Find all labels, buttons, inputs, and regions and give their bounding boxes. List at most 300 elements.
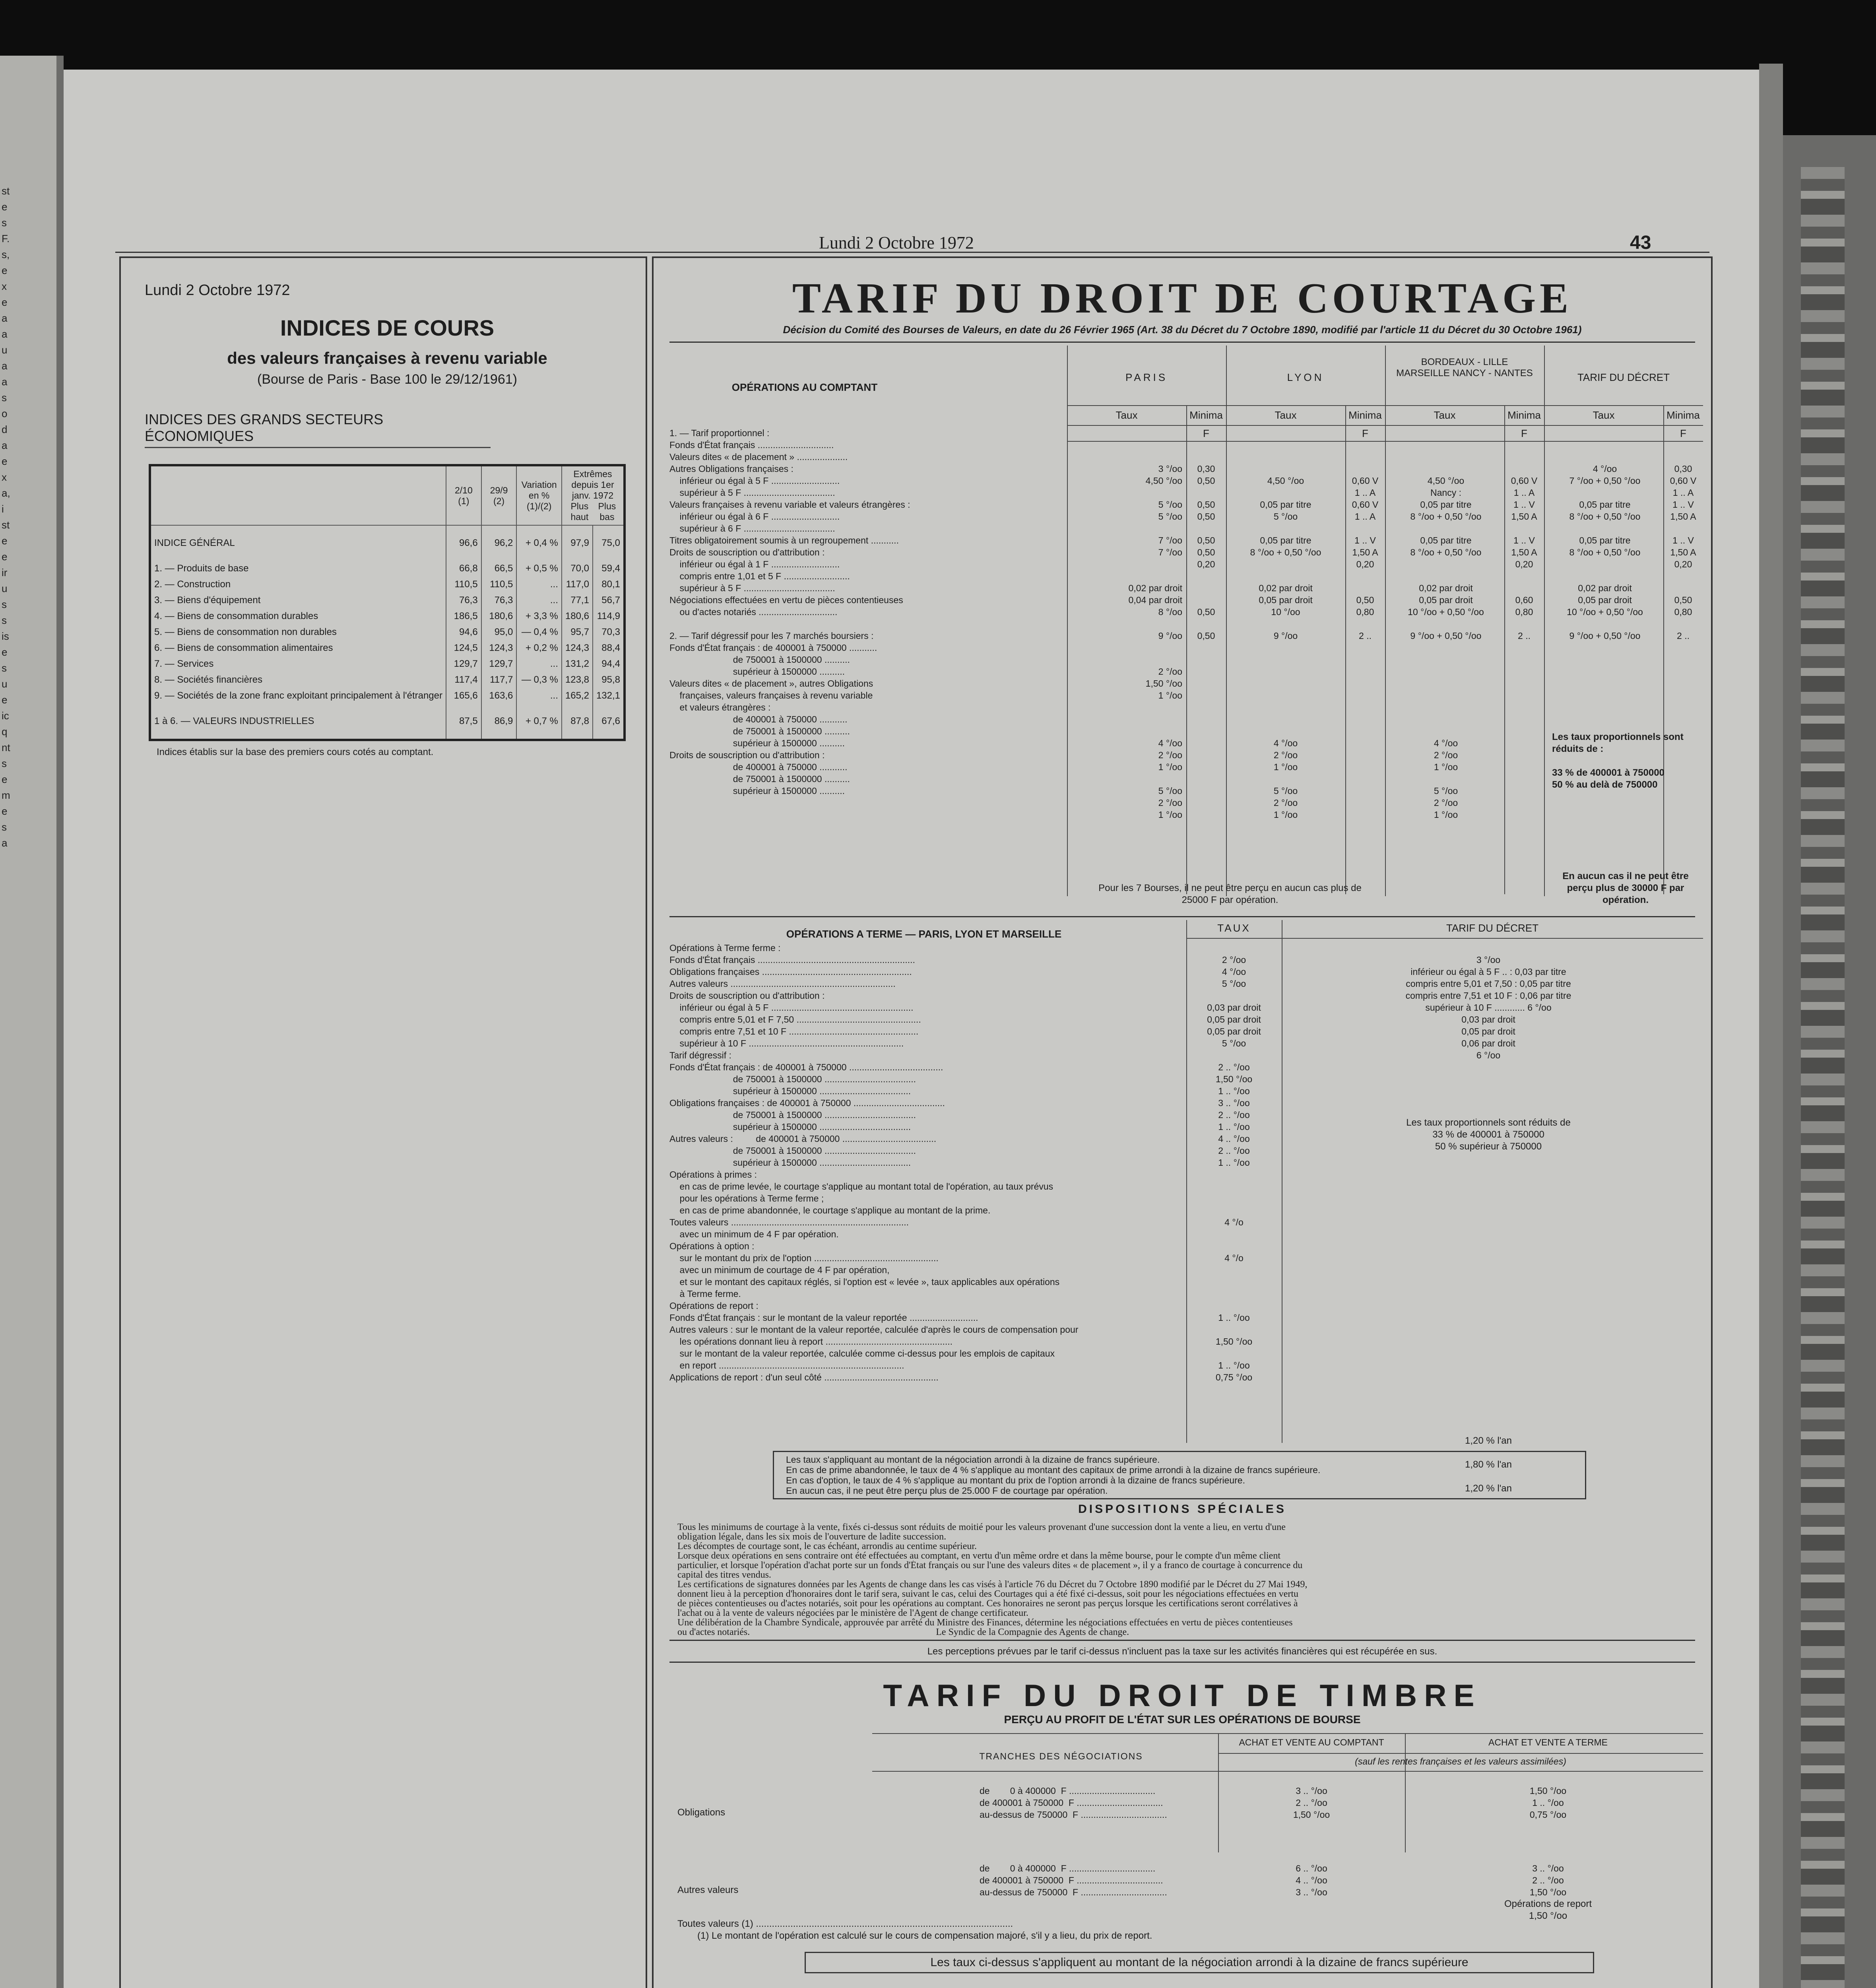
margin-fragment: e	[2, 201, 8, 213]
terme-label-line: Obligations françaises ...........................................................	[669, 967, 912, 977]
obligations-range: de 0 à 400000 F ..................................	[980, 1786, 1156, 1796]
terme-taux	[1188, 1204, 1280, 1216]
lyon-taux	[1230, 713, 1341, 725]
paris-minimum	[1190, 582, 1222, 594]
report-rate-2: 1,80 % l'an	[1465, 1459, 1512, 1470]
lyon-minimum: 0,60 V	[1352, 499, 1379, 510]
margin-fragment: e	[2, 551, 8, 563]
index-row	[150, 577, 625, 592]
lyon-minima-heading: Minima	[1348, 409, 1382, 421]
margin-fragment: e	[2, 264, 8, 276]
disposition-line: Une délibération de la Chambre Syndicale, approuvée par arrêté du Ministre des Finances, détermine les négociations effectuées en vertu de pièces contentieuses	[677, 1618, 1293, 1627]
index-value-29-9: 163,6	[481, 688, 517, 704]
divider-bordeaux	[1385, 346, 1386, 896]
index-value-2-10: 165,6	[446, 688, 481, 704]
lyon-taux	[1230, 773, 1341, 785]
index-label: 7. — Services	[154, 658, 214, 669]
terme-decret: 0,06 par droit	[1461, 1038, 1515, 1048]
decret-f-unit: F	[1680, 427, 1686, 439]
city-bordeaux: BORDEAUX - LILLE MARSEILLE NANCY - NANTES	[1396, 357, 1533, 379]
margin-fragment: nt	[2, 742, 10, 753]
lyon-taux	[1230, 463, 1341, 475]
paris-taux	[1075, 451, 1182, 463]
paris-taux: 9 °/oo	[1158, 631, 1182, 641]
notice-line: En cas d'option, le taux de 4 % s'applique au montant du prix de l'option arrondi à la dizaine de francs supérieure.	[786, 1475, 1245, 1485]
lyon-minimum	[1347, 570, 1383, 582]
decret-taux: 10 °/oo + 0,50 °/oo	[1567, 607, 1643, 617]
index-row	[150, 656, 625, 672]
decret-taux	[1547, 522, 1663, 534]
disposition-line: Lorsque deux opérations en sens contraire ont été effectuées au comptant, en vertu d'un même ordre et dans la même bourse, pour le compte d'un même client	[677, 1551, 1281, 1561]
decret-minimum: 0,30	[1674, 464, 1692, 474]
lyon-taux	[1230, 618, 1341, 630]
disposition-line: particulier, et lorsque l'opération d'achat porte sur un fonds d'État français ou sur l'une des valeurs dites « de placement », il y a franco de courtage à concurrence du	[677, 1561, 1303, 1570]
divider-lyon-min	[1345, 405, 1346, 894]
margin-fragment: u	[2, 678, 8, 690]
index-label: 4. — Biens de consommation durables	[154, 611, 318, 621]
margin-fragment: a	[2, 312, 8, 324]
margin-fragment: a	[2, 328, 8, 340]
comptant-label-line: supérieur à 1500000 ..........	[669, 738, 845, 748]
comptant-label-line: inférieur ou égal à 5 F ...........................	[669, 476, 840, 486]
terme-label-line: de 750001 à 1500000 ....................................	[669, 1110, 916, 1120]
bordeaux-taux	[1388, 701, 1504, 713]
rounding-notice-box	[773, 1451, 1586, 1499]
index-label: 9. — Sociétés de la zone franc exploitant principalement à l'étranger	[154, 690, 442, 701]
index-plus-haut: 95,7	[562, 624, 593, 640]
oblig-terme-rate: 1 .. °/oo	[1532, 1798, 1564, 1808]
terme-label-line: supérieur à 1500000 ....................................	[669, 1122, 911, 1132]
bordeaux-minimum: 0,80	[1515, 607, 1533, 617]
decret-minimum	[1665, 582, 1701, 594]
paris-taux: 8 °/oo	[1158, 607, 1182, 617]
index-value-2-10: 186,5	[446, 608, 481, 624]
paris-minimum	[1190, 594, 1222, 606]
bordeaux-minimum: 1 .. V	[1513, 499, 1535, 510]
col-header-variation	[516, 465, 561, 525]
autres-ranges	[980, 1862, 1167, 1898]
col-29-9-sub: (2)	[493, 495, 505, 506]
terme-decret: compris entre 7,51 et 10 F : 0,06 par titre	[1405, 990, 1571, 1001]
oblig-comptant-rate: 1,50 °/oo	[1293, 1809, 1330, 1820]
obligations-range: de 400001 à 750000 F ..................................	[980, 1798, 1163, 1808]
comptant-label-line: supérieur à 1500000 ..........	[669, 666, 845, 677]
index-plus-bas: 88,4	[593, 640, 625, 656]
lyon-taux: 5 °/oo	[1273, 511, 1298, 522]
index-variation: ...	[516, 656, 561, 672]
autres-terme-rate: 3 .. °/oo	[1532, 1863, 1564, 1873]
terme-label-line: en cas de prime abandonnée, le courtage s'applique au montant de la prime.	[669, 1205, 991, 1215]
notice-line: En aucun cas, il ne peut être perçu plus de 25.000 F de courtage par opération.	[786, 1485, 1108, 1496]
decret-minimum	[1665, 451, 1701, 463]
terme-taux: 1 .. °/oo	[1218, 1122, 1250, 1132]
index-plus-haut: 131,2	[562, 656, 593, 672]
lyon-minimum	[1347, 582, 1383, 594]
perceptions-rule-bottom	[669, 1662, 1695, 1663]
comptant-label-line: inférieur ou égal à 1 F ...........................	[669, 559, 840, 569]
decret-minimum	[1665, 522, 1701, 534]
lyon-taux-heading: Taux	[1275, 409, 1297, 421]
margin-fragment: e	[2, 805, 8, 817]
decret-taux: 8 °/oo + 0,50 °/oo	[1569, 511, 1641, 522]
paris-minimum: 0,50	[1197, 499, 1215, 510]
paris-taux	[1075, 773, 1182, 785]
terme-taux: 1 .. °/oo	[1218, 1360, 1250, 1371]
degressif-33: 33 % de 400001 à 750000	[1552, 767, 1665, 778]
decret-minimum: 1 .. V	[1672, 535, 1694, 546]
bordeaux-taux	[1388, 678, 1504, 689]
decret-minimum: 0,20	[1674, 559, 1692, 569]
margin-fragment: s	[2, 217, 7, 229]
index-label: 3. — Biens d'équipement	[154, 595, 261, 606]
timbre-footnote: (1) Le montant de l'opération est calculé sur le cours de compensation majoré, s'il y a lieu, du prix de report.	[697, 1930, 1152, 1941]
paris-taux	[1075, 725, 1182, 737]
index-row	[150, 672, 625, 688]
margin-fragment: s,	[2, 248, 10, 260]
indices-subtitle: des valeurs françaises à revenu variable	[227, 349, 547, 367]
lyon-taux	[1230, 654, 1341, 666]
paris-taux: 0,04 par droit	[1128, 595, 1182, 605]
terme-taux	[1188, 990, 1280, 1002]
degressif-50: 50 % au delà de 750000	[1552, 779, 1658, 790]
indices-table	[149, 464, 626, 741]
lyon-taux: 10 °/oo	[1271, 607, 1300, 617]
bordeaux-minimum: 1 .. V	[1513, 535, 1535, 546]
paris-taux: 0,02 par droit	[1128, 583, 1182, 593]
lyon-minimum: 1 .. A	[1354, 487, 1376, 498]
terme-decret: 0,05 par droit	[1461, 1026, 1515, 1037]
bordeaux-taux-values	[1388, 451, 1504, 821]
indices-note: Indices établis sur la base des premiers cours cotés au comptant.	[157, 747, 434, 757]
lyon-taux: 8 °/oo + 0,50 °/oo	[1250, 547, 1321, 557]
index-variation: + 0,4 %	[516, 525, 561, 561]
terme-label-line: Applications de report : d'un seul côté .............................................	[669, 1372, 939, 1382]
index-row	[150, 592, 625, 608]
comptant-label-line: Négociations effectuées en vertu de pièces contentieuses	[669, 595, 903, 605]
terme-reduits-text: Les taux proportionnels sont réduits de	[1406, 1117, 1571, 1128]
indices-panel	[119, 256, 647, 1988]
lyon-minimum: 0,50	[1356, 595, 1374, 605]
comptant-label-line: de 750001 à 1500000 ..........	[669, 726, 850, 736]
paris-minimum	[1190, 522, 1222, 534]
terme-decret-values	[1290, 942, 1687, 1061]
disposition-line: Les décomptes de courtage sont, le cas échéant, arrondis au centime supérieur.	[677, 1541, 977, 1551]
page-header	[64, 233, 1759, 256]
indices-title: INDICES DE COURS	[280, 315, 495, 340]
index-variation: — 0,4 %	[516, 624, 561, 640]
index-label: 1 à 6. — VALEURS INDUSTRIELLES	[154, 716, 314, 726]
terme-taux	[1188, 1049, 1280, 1061]
terme-taux: 1 .. °/oo	[1218, 1157, 1250, 1168]
disposition-line: donnent lieu à la perception d'honoraires dont le tarif sera, suivant le cas, celui des Courtages qui a été fixé ci-dessus, soit pour les négociations effectuées en vertu	[677, 1589, 1299, 1599]
index-plus-bas: 80,1	[593, 577, 625, 592]
terme-reduits-33: 33 % de 400001 à 750000	[1432, 1129, 1544, 1140]
comptant-label-line: Fonds d'État français ..............................	[669, 440, 834, 450]
decret-minimum: 0,50	[1674, 595, 1692, 605]
margin-fragment: s	[2, 598, 7, 610]
terme-label-line: pour les opérations à Terme ferme ;	[669, 1193, 824, 1204]
index-plus-bas: 94,4	[593, 656, 625, 672]
paris-taux: 7 °/oo	[1158, 547, 1182, 557]
index-plus-bas: 114,9	[593, 608, 625, 624]
bordeaux-taux	[1388, 618, 1504, 630]
paris-minima-heading: Minima	[1189, 409, 1223, 421]
index-plus-bas: 132,1	[593, 688, 625, 704]
margin-fragment: e	[2, 694, 8, 706]
comptant-label-line: supérieur à 1500000 ..........	[669, 786, 845, 796]
lyon-minimum	[1347, 618, 1383, 630]
timbre-subtitle: PERÇU AU PROFIT DE L'ÉTAT SUR LES OPÉRATIONS DE BOURSE	[1004, 1713, 1361, 1726]
oblig-terme-rate: 1,50 °/oo	[1529, 1786, 1567, 1796]
margin-fragment: st	[2, 519, 10, 531]
terme-reduction-note	[1290, 1117, 1687, 1153]
bordeaux-taux	[1388, 570, 1504, 582]
bordeaux-taux	[1388, 451, 1504, 463]
margin-fragment: x	[2, 280, 7, 292]
aucun-cas-note: En aucun cas il ne peut être perçu plus de 30000 F par opération.	[1562, 871, 1689, 905]
index-row	[150, 561, 625, 577]
notice-line: En cas de prime abandonnée, le taux de 4 % s'applique au montant des capitaux de prime arrondi à la dizaine de francs supérieure.	[786, 1465, 1321, 1475]
timbre-title: TARIF DU DROIT DE TIMBRE	[883, 1678, 1482, 1713]
decret-taux: 9 °/oo + 0,50 °/oo	[1569, 631, 1641, 641]
terme-taux	[1188, 1180, 1280, 1192]
tarif-decret-heading: TARIF DU DÉCRET	[1577, 371, 1670, 383]
terme-label-line: Fonds d'État français : de 400001 à 750000 .....................................	[669, 1062, 943, 1072]
paris-taux: 2 °/oo	[1158, 666, 1182, 677]
bordeaux-taux: Nancy :	[1430, 487, 1461, 498]
terme-label-line: compris entre 5,01 et F 7,50 .................................................	[669, 1014, 921, 1025]
decret-minima-heading: Minima	[1666, 409, 1700, 421]
margin-fragment: s	[2, 821, 7, 833]
paris-minimum: 0,20	[1197, 559, 1215, 569]
paris-taux	[1075, 701, 1182, 713]
report-rate-1: 1,20 % l'an	[1465, 1435, 1512, 1446]
lyon-minimum: 2 ..	[1359, 631, 1372, 641]
terme-label-line: Autres valeurs .................................................................	[669, 978, 896, 989]
index-value-29-9: 117,7	[481, 672, 517, 688]
col-header-29-9	[481, 465, 517, 525]
paris-minima-values	[1190, 451, 1222, 642]
lyon-taux	[1230, 522, 1341, 534]
oblig-comptant-rate: 3 .. °/oo	[1296, 1786, 1327, 1796]
bordeaux-taux	[1388, 689, 1504, 701]
extremes-label: Extrêmes depuis 1er janv. 1972	[571, 469, 614, 501]
bordeaux-minimum	[1506, 522, 1542, 534]
decret-taux: 0,05 par titre	[1579, 499, 1631, 510]
index-value-29-9: 66,5	[481, 561, 517, 577]
report-timbre	[1409, 1898, 1687, 1922]
disposition-line: Tous les minimums de courtage à la vente, fixés ci-dessus sont réduits de moitié pour les valeurs provenant d'une succession dont la vente a lieu, en vertu d'une	[677, 1522, 1286, 1532]
margin-fragment: u	[2, 344, 8, 356]
terme-label-line: inférieur ou égal à 5 F ........................................................	[669, 1002, 914, 1013]
col-2-10-sub: (1)	[458, 495, 469, 506]
terme-label-line: Autres valeurs : de 400001 à 750000 .....................................	[669, 1134, 937, 1144]
index-variation: ...	[516, 592, 561, 608]
paris-taux: 1 °/oo	[1158, 762, 1182, 772]
autres-comptant-rate: 6 .. °/oo	[1296, 1863, 1327, 1873]
index-row	[150, 624, 625, 640]
degressif-note-text: Les taux proportionnels sont réduits de :	[1552, 732, 1684, 754]
decret-minimum: 1,50 A	[1670, 547, 1696, 557]
terme-reduits-50: 50 % supérieur à 750000	[1435, 1141, 1542, 1152]
paris-taux	[1075, 713, 1182, 725]
header-rule-2	[1067, 425, 1703, 426]
lyon-taux: 4,50 °/oo	[1267, 476, 1304, 486]
col-header-2-10	[446, 465, 481, 525]
terme-label-line: sur le montant du prix de l'option .................................................	[669, 1253, 939, 1263]
lyon-minimum: 1 .. A	[1354, 511, 1376, 522]
page-edge-shadow	[1759, 64, 1783, 1988]
margin-fragment: s	[2, 392, 7, 404]
divider-paris	[1067, 346, 1068, 896]
index-plus-bas: 75,0	[593, 525, 625, 561]
seven-bourses-note: Pour les 7 Bourses, il ne peut être perçu en aucun cas plus de 25000 F par opération.	[1098, 883, 1362, 905]
terme-decret: inférieur ou égal à 5 F .. : 0,03 par titre	[1410, 967, 1566, 977]
decret-taux	[1547, 487, 1663, 499]
terme-decret: supérieur à 10 F ............ 6 °/oo	[1425, 1002, 1552, 1013]
comptant-label-line: Valeurs dites « de placement » ....................	[669, 452, 848, 462]
bordeaux-minimum	[1506, 582, 1542, 594]
comptant-label-line: Fonds d'État français : de 400001 à 750000 ...........	[669, 643, 877, 653]
index-plus-haut: 77,1	[562, 592, 593, 608]
paris-taux	[1075, 522, 1182, 534]
autres-range: de 0 à 400000 F ..................................	[980, 1863, 1156, 1873]
bordeaux-minimum: 2 ..	[1518, 631, 1531, 641]
terme-taux	[1188, 1240, 1280, 1252]
lyon-taux	[1230, 570, 1341, 582]
bordeaux-taux	[1388, 773, 1504, 785]
decret-minimum	[1665, 570, 1701, 582]
comptant-labels	[669, 427, 910, 797]
decret-minimum	[1665, 618, 1701, 630]
terme-decret: 3 °/oo	[1476, 955, 1501, 965]
bordeaux-taux: 0,05 par titre	[1420, 499, 1472, 510]
paris-taux: 5 °/oo	[1158, 786, 1182, 796]
lyon-taux: 4 °/oo	[1273, 738, 1298, 748]
paris-minimum: 0,50	[1197, 607, 1215, 617]
plus-bas-label: Plus bas	[598, 501, 616, 522]
disposition-line: l'achat ou à la vente de valeurs négociées par le ministère de l'Agent de change certificateur.	[677, 1608, 1028, 1618]
oblig-terme-rate: 0,75 °/oo	[1529, 1809, 1567, 1820]
terme-taux: 2 .. °/oo	[1218, 1062, 1250, 1072]
bordeaux-taux: 4,50 °/oo	[1427, 476, 1465, 486]
terme-taux: 0,05 par droit	[1207, 1026, 1261, 1037]
paris-taux	[1075, 487, 1182, 499]
paris-taux: 1,50 °/oo	[1145, 678, 1182, 689]
index-plus-haut: 165,2	[562, 688, 593, 704]
comptant-label-line: de 400001 à 750000 ...........	[669, 762, 848, 772]
comptant-label-line: inférieur ou égal à 6 F ...........................	[669, 511, 840, 522]
divider-paris-min	[1186, 405, 1187, 894]
terme-taux: 4 °/o	[1224, 1217, 1244, 1227]
header-rule	[115, 252, 1709, 253]
terme-labels	[669, 942, 1078, 1383]
obligations-comptant-rates	[1222, 1785, 1401, 1821]
bordeaux-taux	[1388, 713, 1504, 725]
bordeaux-taux: 1 °/oo	[1434, 762, 1458, 772]
index-plus-bas: 59,4	[593, 561, 625, 577]
comptant-label-line: Titres obligatoirement soumis à un regroupement ...........	[669, 535, 899, 546]
lyon-minimum: 0,20	[1356, 559, 1374, 569]
perceptions-rule-top	[669, 1640, 1695, 1641]
courtage-rule	[669, 342, 1695, 343]
divider-decret-min	[1663, 405, 1664, 894]
decret-minimum: 1 .. A	[1672, 487, 1694, 498]
margin-fragment: st	[2, 185, 10, 197]
courtage-title: TARIF DU DROIT DE COURTAGE	[792, 275, 1573, 322]
terme-taux: 1 .. °/oo	[1218, 1086, 1250, 1096]
decret-taux: 8 °/oo + 0,50 °/oo	[1569, 547, 1641, 557]
terme-taux	[1188, 1276, 1280, 1288]
index-value-29-9: 96,2	[481, 525, 517, 561]
index-value-29-9: 180,6	[481, 608, 517, 624]
paris-minimum: 0,50	[1197, 535, 1215, 546]
lyon-minimum	[1347, 463, 1383, 475]
lyon-taux	[1230, 666, 1341, 678]
margin-fragment: e	[2, 646, 8, 658]
divider-bordeaux-min	[1504, 405, 1505, 894]
terme-decret	[1290, 942, 1687, 954]
margin-fragment: q	[2, 726, 8, 738]
bordeaux-taux	[1388, 558, 1504, 570]
lyon-taux	[1230, 487, 1341, 499]
bordeaux-taux: 2 °/oo	[1434, 798, 1458, 808]
timbre-divider-1	[1218, 1733, 1219, 1852]
terme-taux	[1188, 1192, 1280, 1204]
decret-taux	[1547, 570, 1663, 582]
terme-decret-heading: TARIF DU DÉCRET	[1446, 922, 1539, 934]
margin-fragment: a	[2, 360, 8, 372]
lyon-taux: 0,05 par titre	[1260, 499, 1311, 510]
terme-label-line: supérieur à 1500000 ....................................	[669, 1157, 911, 1168]
comptant-label-line: supérieur à 5 F ....................................	[669, 583, 835, 593]
margin-fragment: i	[2, 503, 4, 515]
bordeaux-taux	[1388, 654, 1504, 666]
bordeaux-taux	[1388, 666, 1504, 678]
autres-comptant-rates	[1222, 1862, 1401, 1898]
index-label: 5. — Biens de consommation non durables	[154, 627, 337, 637]
index-value-2-10: 96,6	[446, 525, 481, 561]
comptant-label-line: 1. — Tarif proportionnel :	[669, 428, 770, 438]
index-variation: + 0,2 %	[516, 640, 561, 656]
paris-taux: 1 °/oo	[1158, 810, 1182, 820]
paris-minimum	[1190, 451, 1222, 463]
autres-valeurs-label: Autres valeurs	[677, 1885, 739, 1895]
decret-minimum: 0,80	[1674, 607, 1692, 617]
notice-line: Les taux s'appliquant au montant de la négociation arrondi à la dizaine de francs supérieure.	[786, 1454, 1160, 1465]
bordeaux-taux: 2 °/oo	[1434, 750, 1458, 760]
city-lyon: LYON	[1287, 371, 1324, 383]
terme-label-line: Obligations françaises : de 400001 à 750000 ....................................	[669, 1098, 945, 1108]
page-gutter	[56, 56, 64, 1988]
index-plus-haut: 97,9	[562, 525, 593, 561]
disposition-line: Les certifications de signatures données par les Agents de change dans les cas visés à l'article 76 du Décret du 7 Octobre 1890 modifié par le Décret du 27 Mai 1949,	[677, 1580, 1308, 1589]
index-variation: ...	[516, 688, 561, 704]
page-number: 43	[1630, 232, 1651, 253]
header-rule-1	[1067, 405, 1703, 406]
margin-fragment: s	[2, 662, 7, 674]
decret-taux	[1547, 618, 1663, 630]
autres-terme-rate: 1,50 °/oo	[1529, 1887, 1567, 1897]
comptant-label-line: 2. — Tarif dégressif pour les 7 marchés boursiers :	[669, 631, 874, 641]
divider-lyon	[1226, 346, 1227, 896]
bordeaux-taux: 0,05 par titre	[1420, 535, 1472, 546]
terme-taux	[1188, 1264, 1280, 1276]
index-value-2-10: 94,6	[446, 624, 481, 640]
terme-label-line: Tarif dégressif :	[669, 1050, 731, 1060]
index-row	[150, 640, 625, 656]
disposition-line: ou d'actes notariés. Le Syndic de la Compagnie des Agents de change.	[677, 1627, 1129, 1637]
